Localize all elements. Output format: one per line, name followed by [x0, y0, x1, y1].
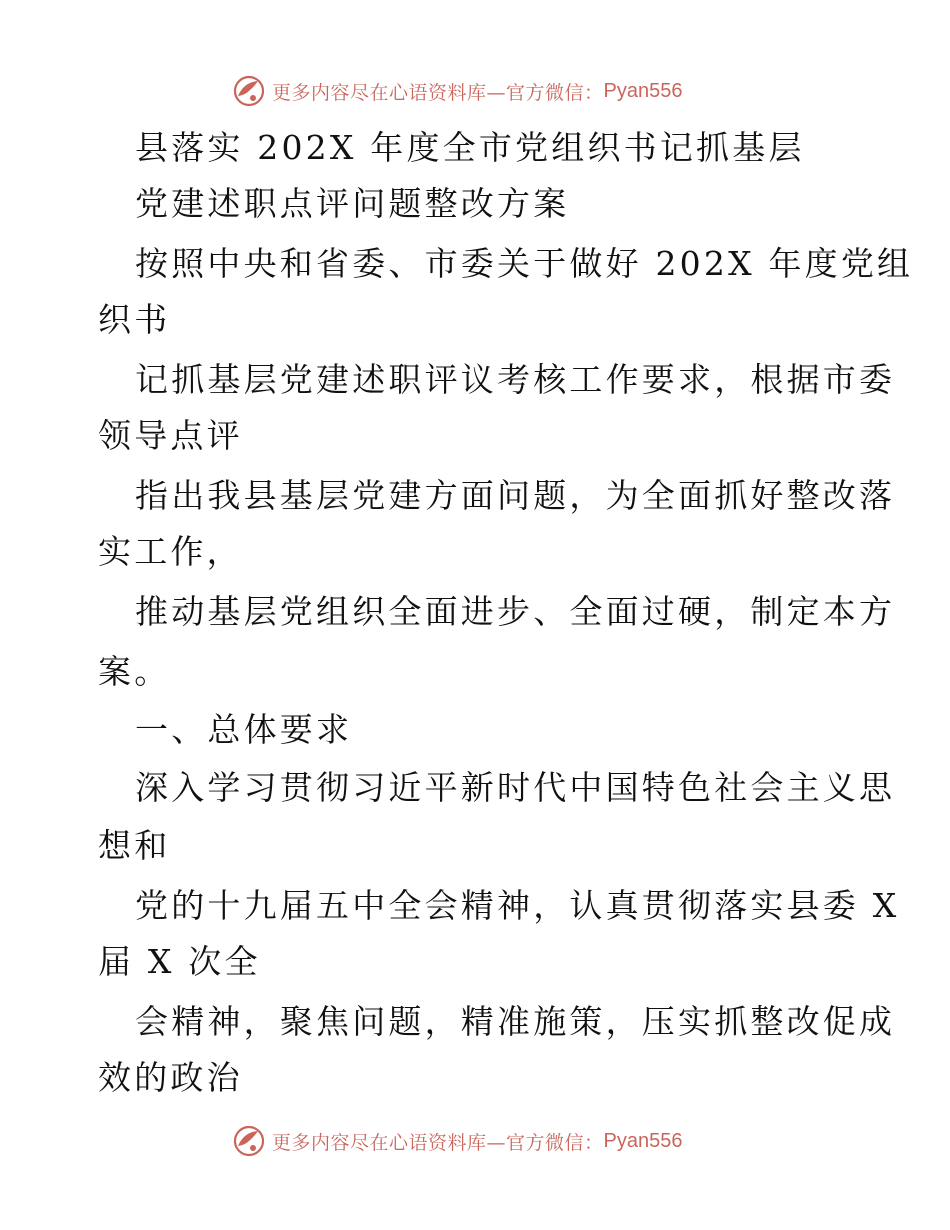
- footer-banner-text: 更多内容尽在心语资料库—官方微信：: [272, 1131, 604, 1154]
- paragraph-line: 效的政治: [98, 1058, 243, 1097]
- paragraph-line: 党的十九届五中全会精神，认真贯彻落实县委 X: [135, 886, 900, 925]
- header-wechat-id: Pyan556: [603, 79, 683, 102]
- title-line-2: 党建述职点评问题整改方案: [135, 184, 570, 223]
- paragraph-line: 深入学习贯彻习近平新时代中国特色社会主义思: [135, 768, 896, 807]
- paragraph-line: 届 X 次全: [98, 942, 261, 981]
- paragraph-line: 实工作，: [98, 532, 243, 571]
- pen-nib-logo-icon: [232, 1124, 266, 1158]
- paragraph-line: 按照中央和省委、市委关于做好 202X 年度党组: [135, 244, 914, 283]
- paragraph-line: 领导点评: [98, 416, 243, 455]
- paragraph-line: 会精神，聚焦问题，精准施策，压实抓整改促成: [135, 1002, 896, 1041]
- section-heading: 一、总体要求: [135, 710, 353, 749]
- paragraph-line: 推动基层党组织全面进步、全面过硬，制定本方: [135, 592, 896, 631]
- header-banner: [232, 72, 682, 110]
- paragraph-line: 想和: [98, 826, 171, 865]
- paragraph-line: 记抓基层党建述职评议考核工作要求，根据市委: [135, 360, 896, 399]
- pen-nib-logo-icon: [232, 74, 266, 108]
- paragraph-line: 指出我县基层党建方面问题，为全面抓好整改落: [135, 476, 896, 515]
- header-banner-text: 更多内容尽在心语资料库—官方微信：: [272, 81, 604, 104]
- paragraph-line: 织书: [98, 300, 171, 339]
- title-line-1: 县落实 202X 年度全市党组织书记抓基层: [135, 128, 805, 167]
- footer-wechat-id: Pyan556: [603, 1129, 683, 1152]
- footer-banner: [232, 1122, 682, 1160]
- paragraph-line: 案。: [98, 652, 171, 691]
